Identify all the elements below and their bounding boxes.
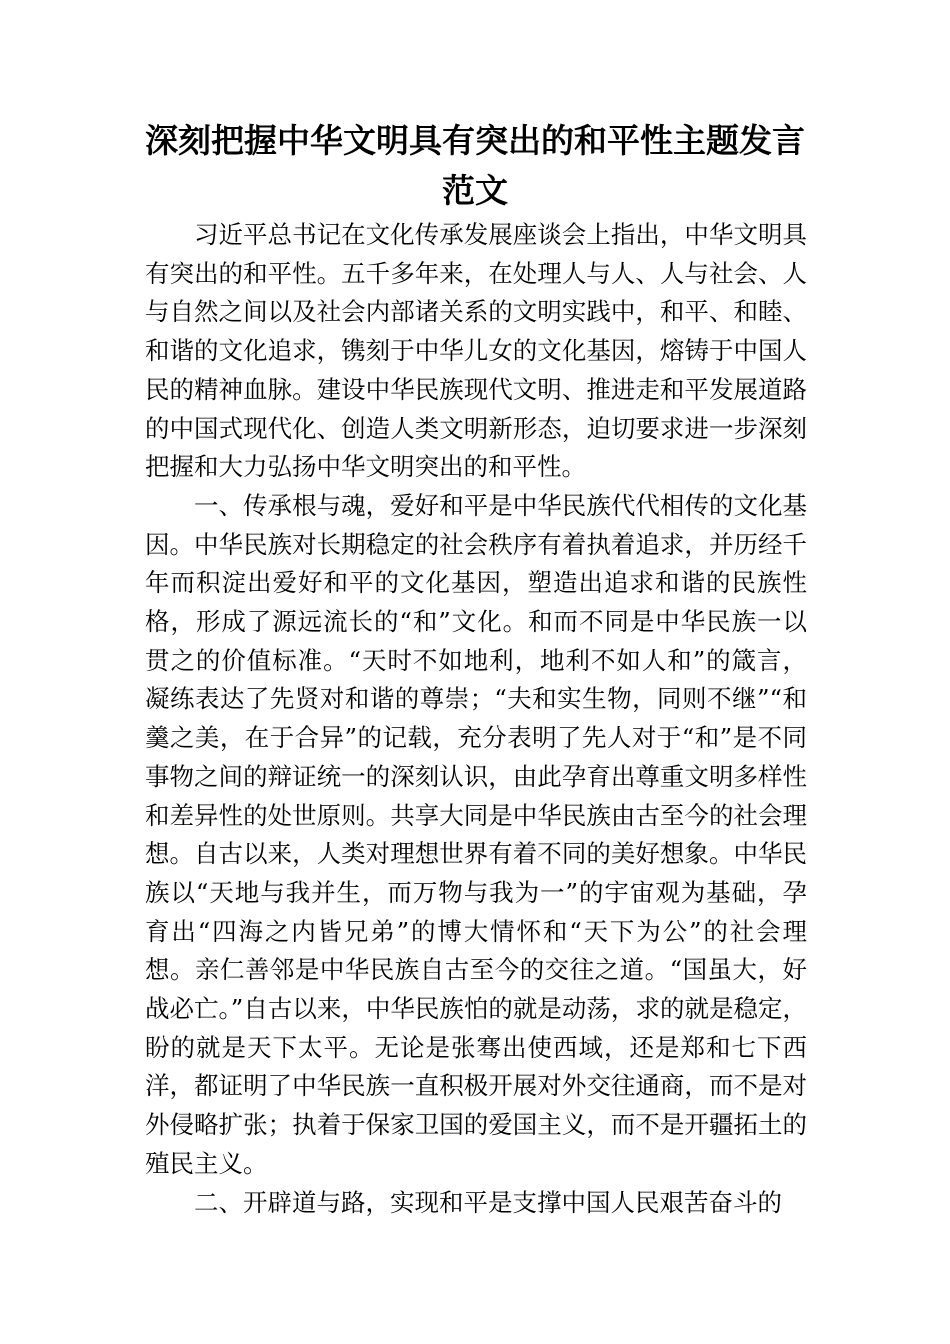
document-title: 深刻把握中华文明具有突出的和平性主题发言范文 (145, 121, 805, 210)
paragraph-section-one: 一、传承根与魂，爱好和平是中华民族代代相传的文化基因。中华民族对长期稳定的社会秩序有着执着追求，并历经千年而积淀出爱好和平的文化基因，塑造出追求和谐的民族性格，形成了源远流长的“和”文化。和而不同是中华民族一以贯之的价值标准。“天时不如地利，地利不如人和”的箴言，凝练表达了先贤对和谐的尊崇；“夫和实生物，同则不继”“和羹之美，在于合异”的记载，充分表明了先人对于“和”是不同事物之间的辩证统一的深刻认识，由此孕育出尊重文明多样性和差异性的处世原则。共享大同是中华民族由古至今的社会理想。自古以来，人类对理想世界有着不同的美好想象。中华民族以“天地与我并生，而万物与我为一”的宇宙观为基础，孕育出“四海之内皆兄弟”的博大情怀和“天下为公”的社会理想。亲仁善邻是中华民族自古至今的交往之道。“国虽大，好战必亡。”自古以来，中华民族怕的就是动荡，求的就是稳定，盼的就是天下太平。无论是张骞出使西域，还是郑和七下西洋，都证明了中华民族一直积极开展对外交往通商，而不是对外侵略扩张；执着于保家卫国的爱国主义，而不是开疆拓土的殖民主义。 (145, 490, 807, 1178)
paragraph-section-two: 二、开辟道与路，实现和平是支撑中国人民艰苦奋斗的 (194, 1187, 782, 1217)
document-body (145, 216, 807, 1222)
paragraph-intro: 习近平总书记在文化传承发展座谈会上指出，中华文明具有突出的和平性。五千多年来，在处理人与人、人与社会、人与自然之间以及社会内部诸关系的文明实践中，和平、和睦、和谐的文化追求，镌刻于中华儿女的文化基因，熔铸于中国人民的精神血脉。建设中华民族现代文明、推进走和平发展道路的中国式现代化、创造人类文明新形态，迫切要求进一步深刻把握和大力弘扬中华文明突出的和平性。 (145, 220, 807, 482)
